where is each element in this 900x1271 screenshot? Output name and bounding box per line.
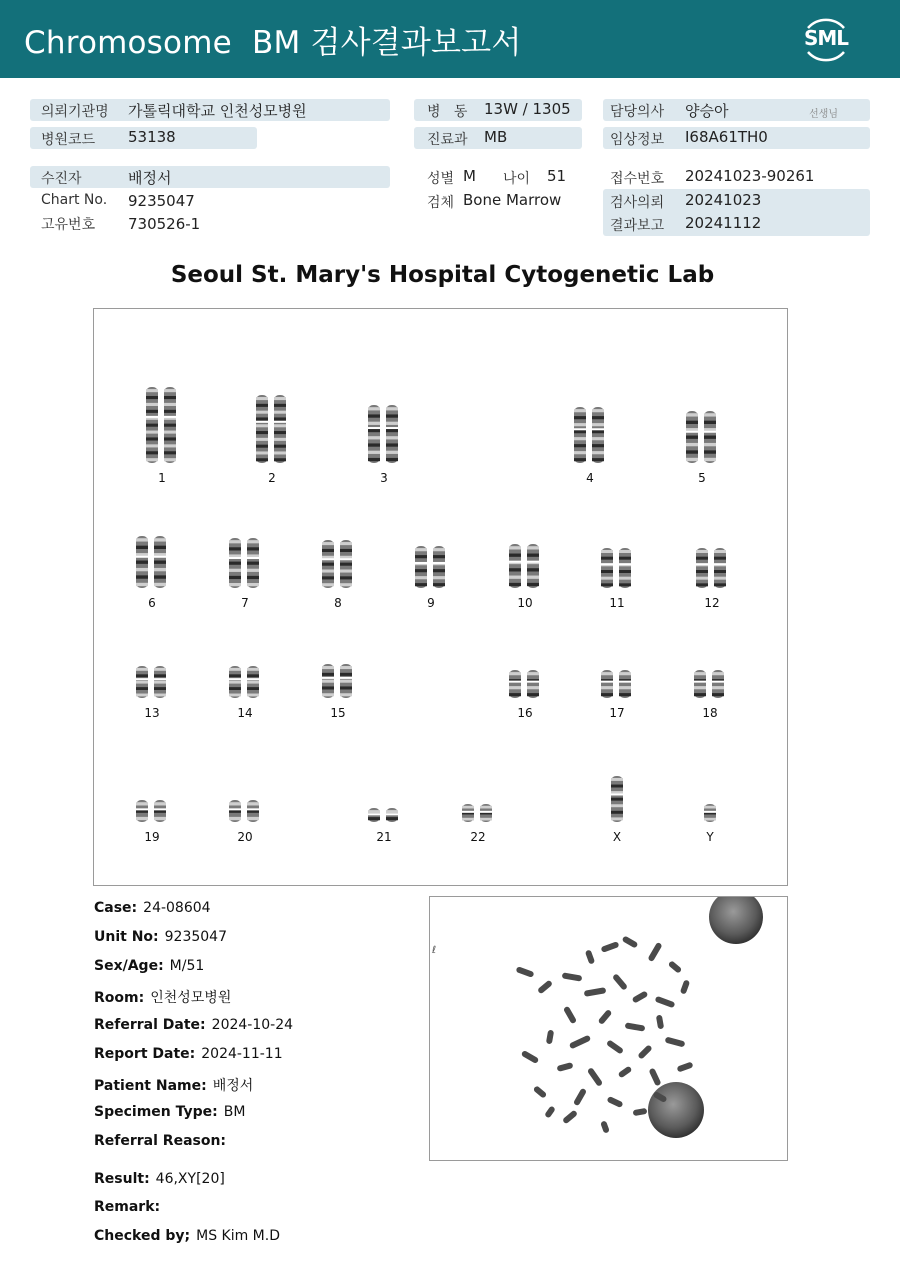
chromosome-label-21: 21 [376, 830, 392, 844]
chromosome-label-15: 15 [330, 706, 346, 720]
chromosome-label-12: 12 [704, 596, 720, 610]
institution-value: 가톨릭대학교 인천성모병원 [128, 102, 307, 120]
chromosome-label-8: 8 [334, 596, 342, 610]
patient-label: 수진자 [41, 171, 82, 187]
chromosome-pair-10 [507, 544, 543, 588]
ward-value: 13W / 1305 [484, 100, 571, 118]
clinical-value: I68A61TH0 [685, 128, 768, 146]
chromosome-pair-7 [227, 538, 263, 588]
chromosome-pair-3 [366, 405, 402, 463]
hospital-code-label: 병원코드 [41, 132, 96, 148]
remark-line: Remark: [94, 1199, 161, 1215]
case-line: Case: 24-08604 [94, 900, 211, 916]
chromosome-pair-14 [227, 666, 263, 698]
doctor-label: 담당의사 [610, 104, 665, 120]
chromosome-label-14: 14 [237, 706, 253, 720]
sex-label: 성별 [427, 171, 455, 187]
unit-no-line: Unit No: 9235047 [94, 929, 227, 945]
chromosome-pair-15 [320, 664, 356, 698]
chromosome-pair-21 [366, 808, 402, 822]
report-value: 20241112 [685, 214, 762, 232]
doctor-value: 양승아 [685, 102, 729, 120]
header-bar [0, 0, 900, 78]
specimen-type-line: Specimen Type: BM [94, 1104, 246, 1120]
room-line: Room: 인천성모병원 [94, 990, 232, 1006]
metaphase-image [429, 896, 788, 1161]
chromosome-pair-6 [134, 536, 170, 588]
report-title: Chromosome BM 검사결과보고서 [24, 25, 522, 61]
ward-label: 병 동 [427, 104, 468, 120]
clinical-label: 임상정보 [610, 132, 665, 148]
chromosome-label-5: 5 [698, 471, 706, 485]
chromosome-label-19: 19 [144, 830, 160, 844]
specimen-value: Bone Marrow [463, 191, 562, 209]
chromosome-label-18: 18 [702, 706, 718, 720]
sex-age-line: Sex/Age: M/51 [94, 958, 205, 974]
specimen-label: 검체 [427, 195, 455, 211]
chromosome-pair-9 [413, 546, 449, 588]
chromosome-pair-2 [254, 395, 290, 463]
chromosome-label-1: 1 [158, 471, 166, 485]
chromosome-pair-19 [134, 800, 170, 822]
sex-value: M [463, 167, 476, 185]
chromosome-label-13: 13 [144, 706, 160, 720]
chart-value: 9235047 [128, 192, 195, 210]
lab-title: Seoul St. Mary's Hospital Cytogenetic Lab [170, 262, 715, 288]
chart-label: Chart No. [41, 192, 108, 208]
unique-value: 730526-1 [128, 215, 201, 233]
chromosome-pair-13 [134, 666, 170, 698]
unique-label: 고유번호 [41, 217, 96, 233]
department-value: MB [484, 128, 508, 146]
chromosome-label-20: 20 [237, 830, 253, 844]
sml-logo [798, 12, 854, 66]
hospital-code-value: 53138 [128, 128, 176, 146]
patient-name-line: Patient Name: 배정서 [94, 1078, 254, 1094]
chromosome-pair-20 [227, 800, 263, 822]
chromosome-pair-11 [599, 548, 635, 588]
chromosome-pair-17 [599, 670, 635, 698]
chromosome-pair-16 [507, 670, 543, 698]
metaphase-spread-icon [430, 897, 789, 1162]
chromosome-label-22: 22 [470, 830, 486, 844]
checked-by-line: Checked by; MS Kim M.D [94, 1228, 280, 1244]
chromosome-pair-4 [572, 407, 608, 463]
chromosome-pair-12 [694, 548, 730, 588]
doctor-suffix: 선생님 [809, 109, 838, 120]
chromosome-pair-18 [692, 670, 728, 698]
karyotype-panel [93, 308, 788, 886]
receipt-label: 접수번호 [610, 171, 665, 187]
institution-label: 의뢰기관명 [41, 104, 109, 120]
chromosome-label-11: 11 [609, 596, 625, 610]
chromosome-label-9: 9 [427, 596, 435, 610]
chromosome-label-6: 6 [148, 596, 156, 610]
chromosome-label-3: 3 [380, 471, 388, 485]
chromosome-label-17: 17 [609, 706, 625, 720]
age-value: 51 [547, 167, 567, 185]
chromosome-pair-Y [703, 804, 717, 822]
referral-date-line: Referral Date: 2024-10-24 [94, 1017, 294, 1033]
svg-text:ℓ: ℓ [432, 945, 437, 956]
report-label: 결과보고 [610, 218, 665, 234]
chromosome-pair-22 [460, 804, 496, 822]
chromosome-label-7: 7 [241, 596, 249, 610]
chromosome-pair-X [610, 776, 624, 822]
chromosome-pair-8 [320, 540, 356, 588]
logo-text: SML [803, 26, 849, 50]
department-label: 진료과 [427, 132, 468, 148]
chromosome-label-16: 16 [517, 706, 533, 720]
chromosome-label-4: 4 [586, 471, 594, 485]
referral-reason-line: Referral Reason: [94, 1133, 227, 1149]
chromosome-pair-1 [144, 387, 180, 463]
patient-value: 배정서 [128, 169, 172, 187]
receipt-value: 20241023-90261 [685, 167, 815, 185]
request-label: 검사의뢰 [610, 195, 665, 211]
chromosome-label-10: 10 [517, 596, 533, 610]
request-value: 20241023 [685, 191, 762, 209]
chromosome-label-2: 2 [268, 471, 276, 485]
info-bar-patient [30, 166, 390, 188]
chromosome-label-Y: Y [706, 830, 714, 844]
report-date-line: Report Date: 2024-11-11 [94, 1046, 283, 1062]
chromosome-label-X: X [612, 830, 622, 844]
age-label: 나이 [503, 171, 531, 187]
chromosome-pair-5 [684, 411, 720, 463]
result-line: Result: 46,XY[20] [94, 1171, 225, 1187]
